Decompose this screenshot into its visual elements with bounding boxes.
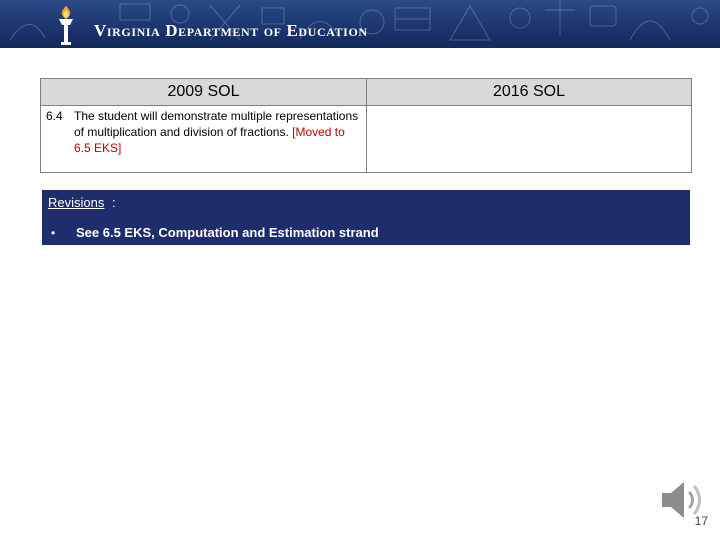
table-header-row bbox=[41, 79, 692, 106]
banner-title: Virginia Department of Education bbox=[94, 21, 368, 40]
header-banner bbox=[0, 0, 720, 48]
cell-2016-standard bbox=[367, 106, 692, 173]
header-2016-sol: 2016 SOL bbox=[367, 79, 692, 106]
standard-number: 6.4 bbox=[46, 109, 63, 123]
sol-comparison-table bbox=[40, 78, 692, 173]
cell-2009-standard bbox=[41, 106, 367, 173]
revisions-colon: : bbox=[112, 195, 116, 210]
slide-number: 17 bbox=[694, 514, 708, 528]
revisions-item: See 6.5 EKS, Computation and Estimation strand bbox=[76, 225, 379, 240]
moved-note: [Moved to 6.5 EKS] bbox=[74, 125, 345, 155]
revisions-title: Revisions bbox=[48, 195, 105, 210]
standard-text: The student will demonstrate multiple representations of multiplication and division of fractions. bbox=[74, 109, 359, 139]
revisions-bullet: • bbox=[51, 226, 56, 240]
table-row bbox=[41, 106, 692, 173]
standard-text-block bbox=[74, 108, 362, 156]
torch-logo-icon bbox=[50, 4, 82, 46]
header-2009-sol: 2009 SOL bbox=[41, 79, 367, 106]
revisions-box bbox=[42, 190, 690, 245]
